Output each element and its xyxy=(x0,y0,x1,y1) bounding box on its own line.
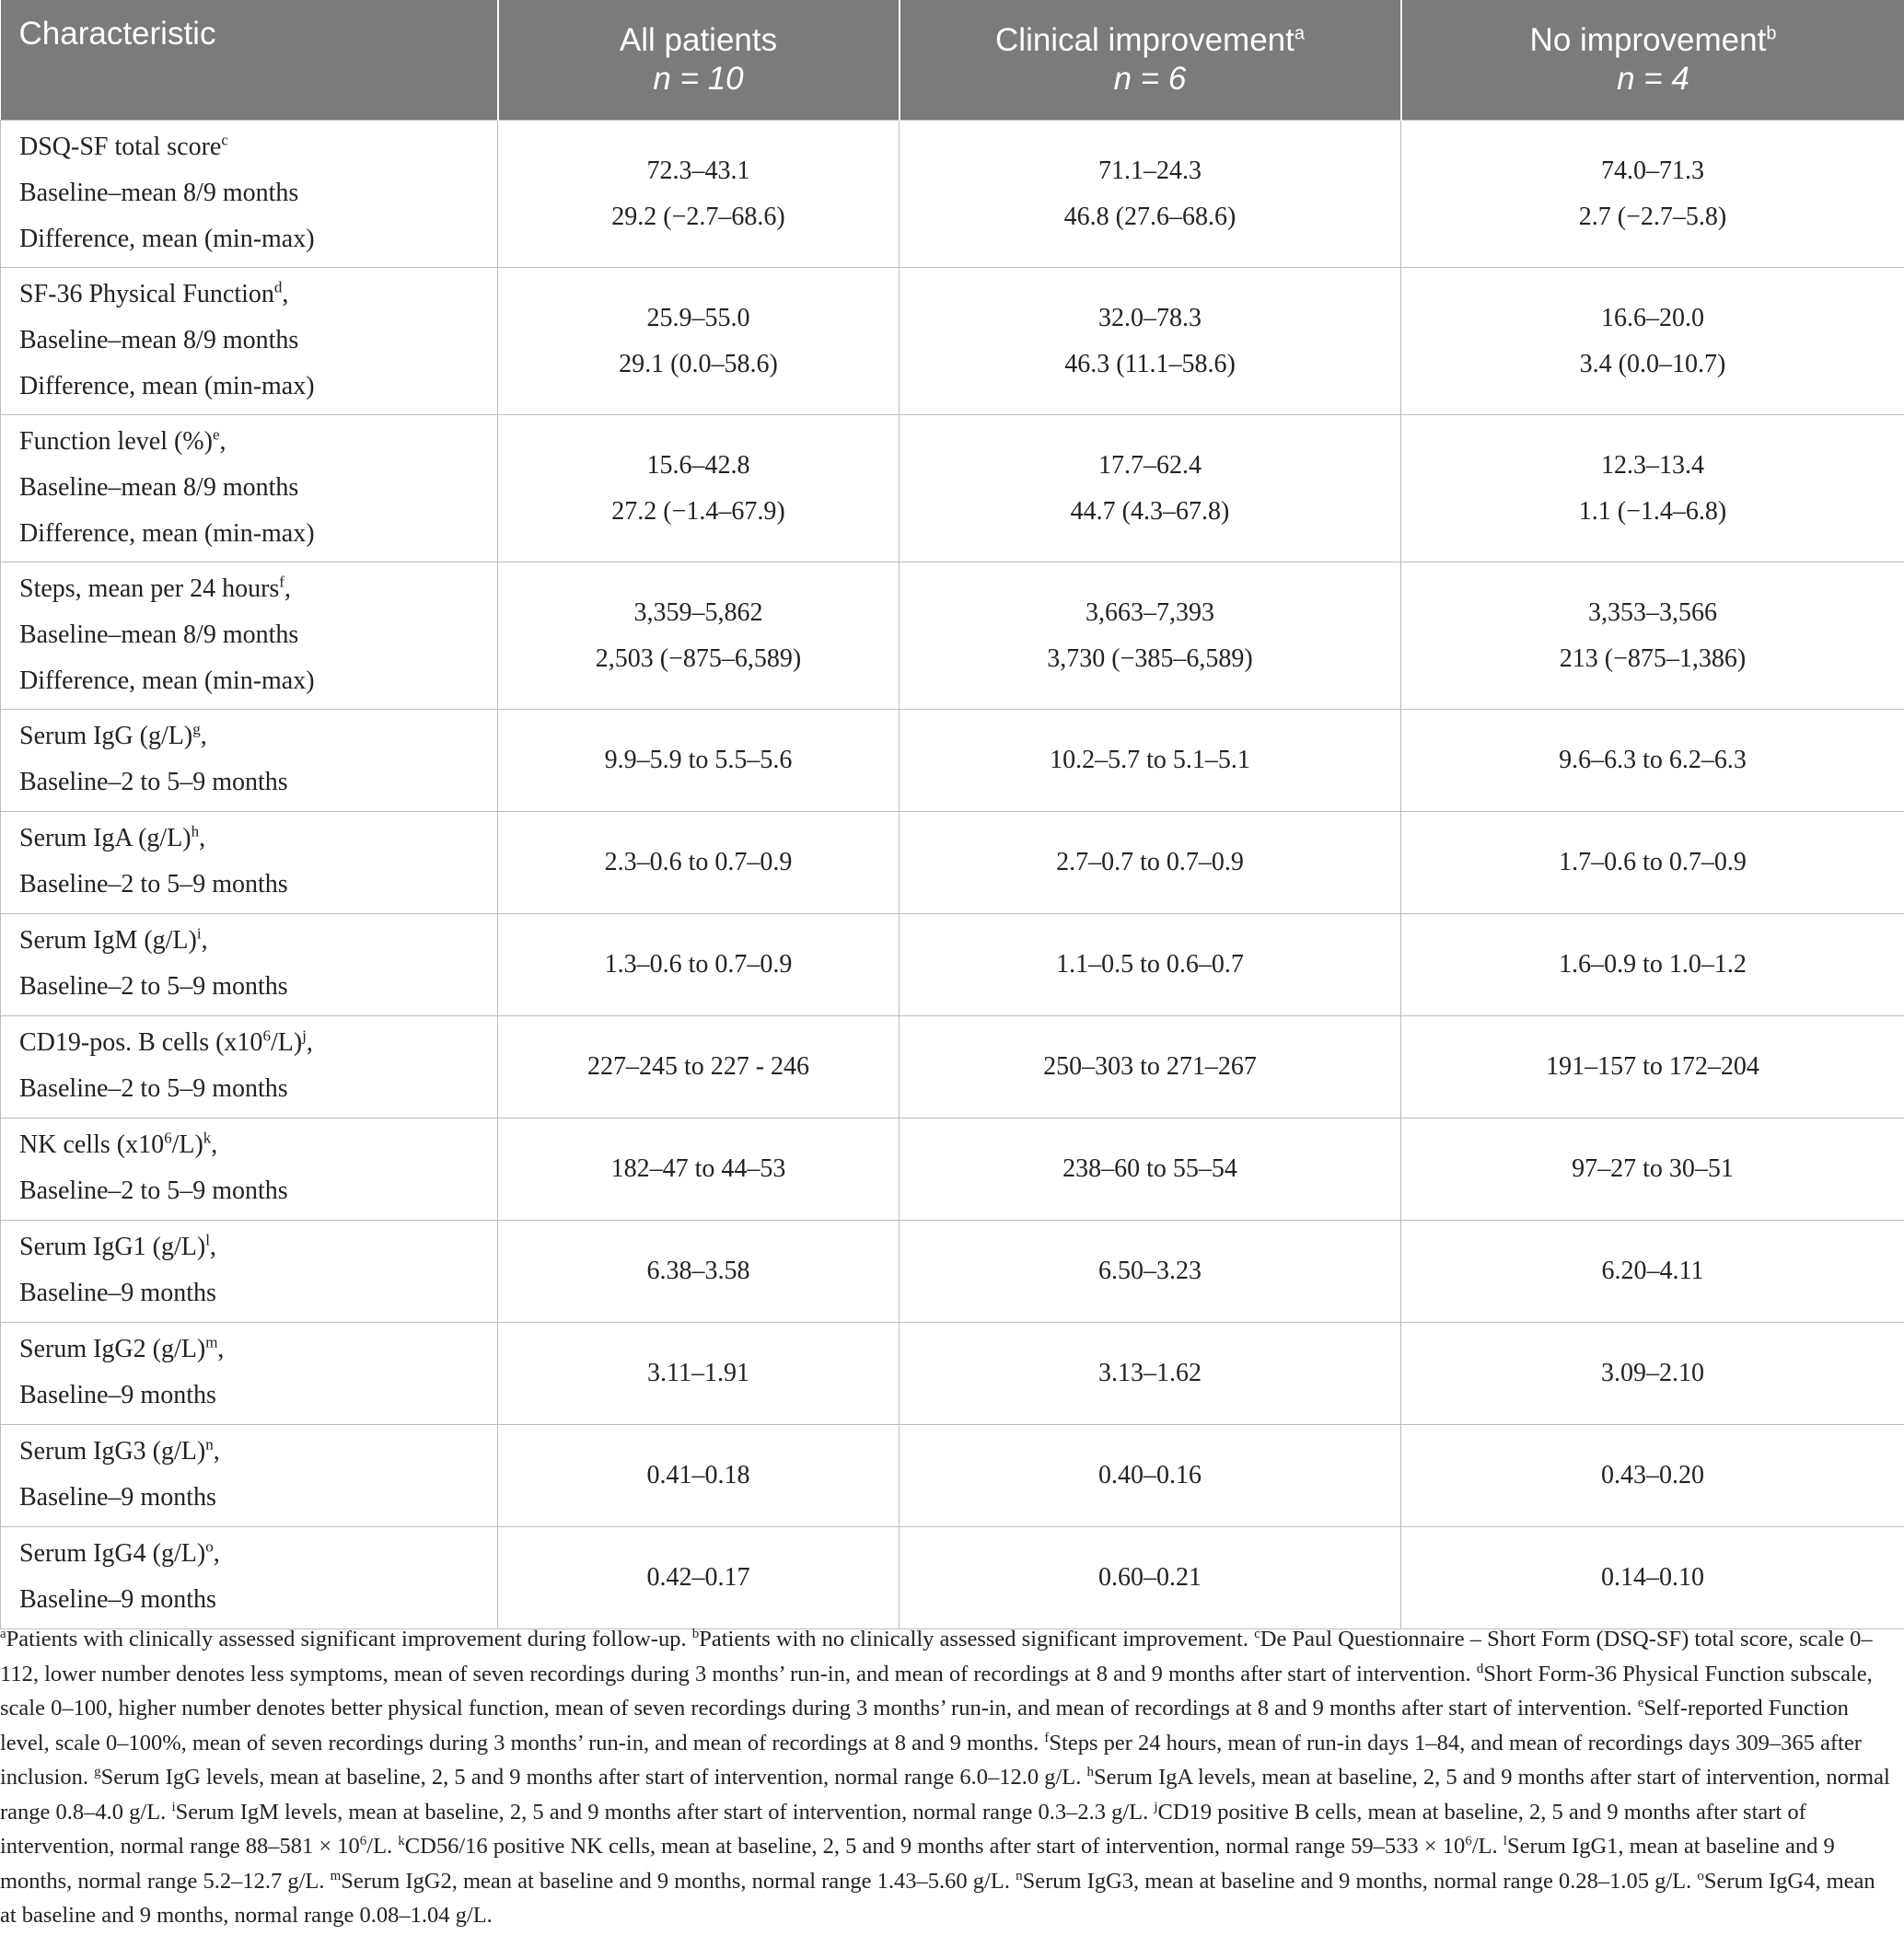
cell-no-improvement: 9.6–6.3 to 6.2–6.3 xyxy=(1401,710,1904,812)
row-title: Serum IgG1 (g/L) xyxy=(19,1233,206,1261)
cell-clinical-improvement: 3,663–7,393 3,730 (−385–6,589) xyxy=(900,562,1401,710)
footnote-exponent: 6 xyxy=(359,1833,367,1848)
table-row xyxy=(1,710,1904,812)
header-improved-label: Clinical improvement xyxy=(995,22,1294,58)
header-no-improvement xyxy=(1401,0,1904,121)
cell-no-improvement: 3.09–2.10 xyxy=(1401,1323,1904,1425)
footnote-text: Serum IgG2, mean at baseline and 9 months, normal range 1.43–5.60 g/L. xyxy=(341,1868,1016,1894)
footnote-marker: g xyxy=(94,1764,101,1779)
row-title: Serum IgG4 (g/L) xyxy=(19,1539,206,1568)
cell-clinical-improvement: 238–60 to 55–54 xyxy=(900,1118,1401,1221)
cell-all-patients: 3,359–5,862 2,503 (−875–6,589) xyxy=(498,562,900,710)
table-row xyxy=(1,1425,1904,1527)
cell-no-improvement: 16.6–20.0 3.4 (0.0–10.7) xyxy=(1401,268,1904,415)
footnote-text: Short Form-36 Physical Function subscale, scale 0–100, higher number denotes better physical function, mean of seven recordings during 3 months’ run-in, and mean of recordings at 8 and 9 months after start of intervention. xyxy=(0,1661,1873,1721)
row-subtitle: Baseline–mean 8/9 months xyxy=(19,326,299,354)
row-title: DSQ-SF total score xyxy=(19,133,222,161)
header-characteristic: Characteristic xyxy=(1,0,498,121)
cell-clinical-improvement: 1.1–0.5 to 0.6–0.7 xyxy=(900,914,1401,1016)
table-row xyxy=(1,914,1904,1016)
row-label-cell: Serum IgG $(g/L)^g$, Baseline–2 to 5–9 months xyxy=(1,710,498,812)
row-title-sup: h xyxy=(191,822,200,840)
row-label-cell: Serum IgG2 $(g/L)^m$, Baseline–9 months xyxy=(1,1323,498,1425)
cell-clinical-improvement: 32.0–78.3 46.3 (11.1–58.6) xyxy=(900,268,1401,415)
footnote-marker: e xyxy=(1637,1695,1644,1710)
footnote-exponent: 6 xyxy=(1465,1833,1472,1848)
row-subtitle: Baseline–2 to 5–9 months xyxy=(19,768,288,796)
row-subtitle: Baseline–2 to 5–9 months xyxy=(19,870,288,898)
cell-clinical-improvement: 17.7–62.4 44.7 (4.3–67.8) xyxy=(900,415,1401,562)
row-title-sup: o xyxy=(205,1537,214,1556)
row-subtitle: Baseline–9 months xyxy=(19,1279,216,1307)
header-noimp-sup: b xyxy=(1766,23,1777,44)
row-subtitle: Baseline–9 months xyxy=(19,1585,216,1614)
cell-no-improvement: 12.3–13.4 1.1 (−1.4–6.8) xyxy=(1401,415,1904,562)
cell-clinical-improvement: 0.60–0.21 xyxy=(900,1527,1401,1629)
cell-clinical-improvement: 71.1–24.3 46.8 (27.6–68.6) xyxy=(900,121,1401,268)
table-row xyxy=(1,268,1904,415)
table-row xyxy=(1,415,1904,562)
footnote-marker: a xyxy=(0,1626,6,1641)
row-title-sup: n xyxy=(205,1435,214,1454)
row-subtitle-2: Difference, mean (min-max) xyxy=(19,519,315,548)
cell-all-patients: 0.42–0.17 xyxy=(498,1527,900,1629)
row-title-sup: k xyxy=(203,1129,212,1147)
cell-no-improvement: 0.14–0.10 xyxy=(1401,1527,1904,1629)
row-subtitle: Baseline–2 to 5–9 months xyxy=(19,1176,288,1205)
header-all-n: n = 10 xyxy=(653,61,744,97)
cell-all-patients: 182–47 to 44–53 xyxy=(498,1118,900,1221)
cell-all-patients: 72.3–43.1 29.2 (−2.7–68.6) xyxy=(498,121,900,268)
table-row xyxy=(1,562,1904,710)
header-all-label: All patients xyxy=(619,22,778,58)
footnote-text: De Paul Questionnaire – Short Form (DSQ-SF) total score, scale 0–112, lower number denotes less symptoms, mean of seven recordings during 3 months’ run-in, and mean of recordings at 8 and 9 months after start of intervention. xyxy=(0,1627,1873,1686)
table-row xyxy=(1,1118,1904,1221)
footnote-text: Serum IgG3, mean at baseline and 9 months, normal range 0.28–1.05 g/L. xyxy=(1022,1868,1698,1894)
row-subtitle: Baseline–mean 8/9 months xyxy=(19,179,299,207)
cell-all-patients: 0.41–0.18 xyxy=(498,1425,900,1527)
footnote-marker: n xyxy=(1016,1868,1023,1883)
header-clinical-improvement xyxy=(900,0,1401,121)
table-header xyxy=(1,0,1904,121)
footnote-text: Serum IgG levels, mean at baseline, 2, 5 and 9 months after start of intervention, normal range 6.0–12.0 g/L. xyxy=(100,1765,1087,1790)
header-all-patients xyxy=(498,0,900,121)
cell-all-patients: 25.9–55.0 29.1 (0.0–58.6) xyxy=(498,268,900,415)
cell-no-improvement: 74.0–71.3 2.7 (−2.7–5.8) xyxy=(1401,121,1904,268)
cell-clinical-improvement: 0.40–0.16 xyxy=(900,1425,1401,1527)
row-title-sup: i xyxy=(196,924,202,943)
row-label-cell: Steps, mean per 24 hours$^f$, Baseline–mean 8/9 months Difference, mean (min-max) xyxy=(1,562,498,710)
row-title: NK cells (x10 xyxy=(19,1130,165,1159)
cell-clinical-improvement: 6.50–3.23 xyxy=(900,1221,1401,1323)
footnote-text: Patients with no clinically assessed significant improvement. xyxy=(699,1627,1255,1651)
row-title: CD19-pos. B cells (x10 xyxy=(19,1028,263,1057)
cell-no-improvement: 6.20–4.11 xyxy=(1401,1221,1904,1323)
row-title-sup: e xyxy=(212,425,220,444)
row-subtitle-2: Difference, mean (min-max) xyxy=(19,372,315,400)
row-label-cell: NK cells $(x10^6/L)^k$, Baseline–2 to 5–9 months xyxy=(1,1118,498,1221)
row-subtitle: Baseline–2 to 5–9 months xyxy=(19,1074,288,1103)
row-title-sup: d xyxy=(273,278,283,296)
row-title: Serum IgM (g/L) xyxy=(19,926,197,955)
footnote-text: CD19 positive B cells, mean at baseline, 2, 5 and 9 months after start of intervention, normal range 88–581 × 10 xyxy=(0,1799,1806,1859)
row-label-cell: Serum IgA $(g/L)^h$, Baseline–2 to 5–9 months xyxy=(1,812,498,914)
cell-no-improvement: 191–157 to 172–204 xyxy=(1401,1016,1904,1118)
row-title-sup: m xyxy=(205,1333,218,1351)
row-title: Function level (%) xyxy=(19,427,213,456)
cell-clinical-improvement: 3.13–1.62 xyxy=(900,1323,1401,1425)
footnote-text: Serum IgG4, mean at baseline and 9 months, normal range 0.08–1.04 g/L. xyxy=(0,1868,1875,1928)
row-label-cell: Serum IgM $(g/L)^i$, Baseline–2 to 5–9 months xyxy=(1,914,498,1016)
cell-all-patients: 1.3–0.6 to 0.7–0.9 xyxy=(498,914,900,1016)
row-label-cell xyxy=(1,121,498,268)
row-subtitle: Baseline–2 to 5–9 months xyxy=(19,972,288,1001)
row-title-sup: l xyxy=(205,1231,210,1249)
row-title: Serum IgG2 (g/L) xyxy=(19,1335,206,1363)
row-label-cell: Function level (%)$^e$, Baseline–mean 8/9 months Difference, mean (min-max) xyxy=(1,415,498,562)
table-row xyxy=(1,1016,1904,1118)
row-subtitle-2: Difference, mean (min-max) xyxy=(19,225,315,253)
cell-no-improvement: 3,353–3,566 213 (−875–1,386) xyxy=(1401,562,1904,710)
footnote-marker: b xyxy=(691,1626,700,1641)
row-title: Steps, mean per 24 hours xyxy=(19,574,280,603)
cell-no-improvement: 1.6–0.9 to 1.0–1.2 xyxy=(1401,914,1904,1016)
table-footnotes xyxy=(0,1622,1897,1933)
header-improved-n: n = 6 xyxy=(1113,61,1187,97)
table-row xyxy=(1,121,1904,268)
footnote-text: CD56/16 positive NK cells, mean at baseline, 2, 5 and 9 months after start of intervention, normal range 59–533 × 10 xyxy=(404,1834,1466,1859)
table-row xyxy=(1,1323,1904,1425)
cell-all-patients: 227–245 to 227 - 246 xyxy=(498,1016,900,1118)
header-noimp-n: n = 4 xyxy=(1617,61,1689,97)
row-subtitle: Baseline–mean 8/9 months xyxy=(19,620,299,649)
cell-all-patients: 9.9–5.9 to 5.5–5.6 xyxy=(498,710,900,812)
cell-no-improvement: 97–27 to 30–51 xyxy=(1401,1118,1904,1221)
footnote-text: /L. xyxy=(366,1834,399,1859)
cell-clinical-improvement: 10.2–5.7 to 5.1–5.1 xyxy=(900,710,1401,812)
row-label-cell: SF-36 Physical Function$^d$, Baseline–mean 8/9 months Difference, mean (min-max) xyxy=(1,268,498,415)
footnote-marker: k xyxy=(398,1833,405,1848)
footnote-text: Serum IgA levels, mean at baseline, 2, 5 and 9 months after start of intervention, normal range 0.8–4.0 g/L. xyxy=(0,1765,1890,1825)
header-improved-sup: a xyxy=(1294,23,1305,44)
footnote-text: Serum IgM levels, mean at baseline, 2, 5 and 9 months after start of intervention, normal range 0.3–2.3 g/L. xyxy=(175,1799,1155,1825)
row-title: Serum IgA (g/L) xyxy=(19,824,192,852)
row-subtitle-2: Difference, mean (min-max) xyxy=(19,666,315,695)
row-title: SF-36 Physical Function xyxy=(19,280,274,308)
row-label-cell: Serum IgG4 $(g/L)^o$, Baseline–9 months xyxy=(1,1527,498,1629)
footnote-marker: i xyxy=(171,1799,176,1814)
footnote-marker: d xyxy=(1476,1661,1484,1676)
footnote-text: /L. xyxy=(1471,1834,1503,1859)
table-row xyxy=(1,1527,1904,1629)
row-subtitle: Baseline–9 months xyxy=(19,1483,216,1512)
cell-all-patients: 6.38–3.58 xyxy=(498,1221,900,1323)
row-subtitle: Baseline–9 months xyxy=(19,1381,216,1409)
row-label-cell: Serum IgG3 $(g/L)^n$, Baseline–9 months xyxy=(1,1425,498,1527)
row-subtitle: Baseline–mean 8/9 months xyxy=(19,473,299,502)
cell-clinical-improvement: 250–303 to 271–267 xyxy=(900,1016,1401,1118)
cell-all-patients: 2.3–0.6 to 0.7–0.9 xyxy=(498,812,900,914)
footnote-marker: o xyxy=(1697,1868,1704,1883)
row-title: Serum IgG3 (g/L) xyxy=(19,1437,206,1466)
row-title-sup: g xyxy=(192,720,201,738)
footnote-marker: j xyxy=(1154,1799,1158,1814)
row-title-sup: j xyxy=(302,1026,307,1045)
row-label-cell: Serum IgG1 $(g/L)^l$, Baseline–9 months xyxy=(1,1221,498,1323)
row-title-sup: f xyxy=(279,573,284,591)
table-body xyxy=(1,121,1904,1629)
row-title-sup: c xyxy=(221,131,228,149)
footnote-text: Patients with clinically assessed significant improvement during follow-up. xyxy=(6,1627,692,1651)
footnote-text: Serum IgG1, mean at baseline and 9 months, normal range 5.2–12.7 g/L. xyxy=(0,1834,1835,1894)
header-noimp-label: No improvement xyxy=(1529,22,1767,58)
cell-all-patients: 3.11–1.91 xyxy=(498,1323,900,1425)
cell-no-improvement: 1.7–0.6 to 0.7–0.9 xyxy=(1401,812,1904,914)
cell-clinical-improvement: 2.7–0.7 to 0.7–0.9 xyxy=(900,812,1401,914)
footnote-marker: m xyxy=(330,1868,342,1883)
footnote-text: Self-reported Function level, scale 0–100%, mean of seven recordings during 3 months’ run-in, and mean of recordings at 8 and 9 months. xyxy=(0,1696,1849,1756)
table-row xyxy=(1,1221,1904,1323)
footnote-marker: l xyxy=(1503,1833,1507,1848)
footnote-text: Steps per 24 hours, mean of run-in days 1–84, and mean of recordings days 309–365 after inclusion. xyxy=(0,1730,1862,1790)
cell-all-patients: 15.6–42.8 27.2 (−1.4–67.9) xyxy=(498,415,900,562)
row-label-cell: CD19-pos. B cells $(x10^6/L)^j$, Baseline–2 to 5–9 months xyxy=(1,1016,498,1118)
footnote-marker: h xyxy=(1086,1764,1095,1779)
row-title: Serum IgG (g/L) xyxy=(19,722,193,750)
cell-no-improvement: 0.43–0.20 xyxy=(1401,1425,1904,1527)
table-row xyxy=(1,812,1904,914)
footnote-marker: c xyxy=(1254,1626,1260,1641)
footnote-marker: f xyxy=(1044,1730,1050,1745)
